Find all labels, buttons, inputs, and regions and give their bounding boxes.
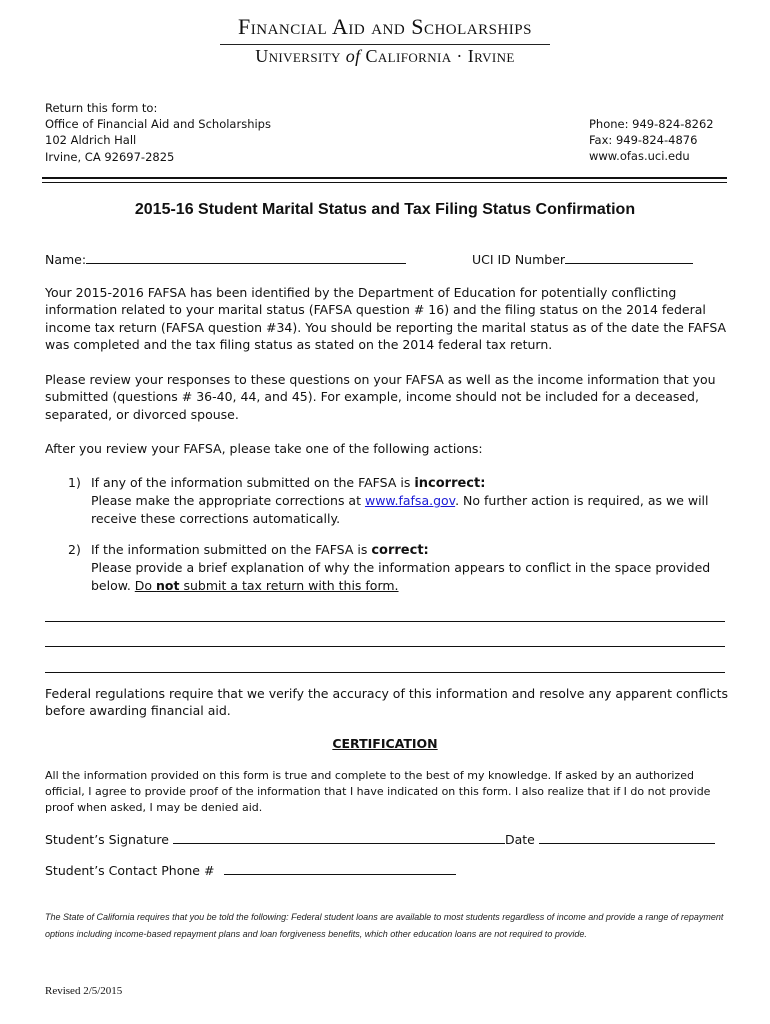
uci-id-label: UCI ID Number (472, 252, 566, 267)
name-field (45, 251, 406, 268)
contact-phone: Phone: 949-824-8262 (589, 117, 714, 131)
contact-phone-field (45, 862, 456, 879)
action-2-heading (91, 541, 711, 559)
date-input-line[interactable] (539, 831, 715, 844)
header-campus: California · Irvine (365, 46, 515, 66)
contact-info (589, 116, 714, 165)
action-1-text: Please make the appropriate corrections at (91, 493, 365, 509)
uci-id-field (472, 251, 693, 268)
no-tax-return-note (135, 578, 399, 593)
date-label: Date (504, 832, 535, 847)
contact-website: www.ofas.uci.edu (589, 149, 690, 164)
action-1-body (91, 492, 711, 527)
action-1-text-end: . No further action is required, as we will receive these corrections automatically. (91, 493, 709, 526)
signature-field (45, 831, 715, 848)
uci-id-input-line[interactable] (565, 251, 693, 264)
action-1-lead: If any of the information submitted on the FAFSA is (91, 475, 415, 490)
action-2-lead: If the information submitted on the FAFSA is (91, 542, 372, 557)
action-2-text: Please provide a brief explanation of why the information appears to conflict in the space provided below. (91, 560, 711, 593)
no-tax-return-post: submit a tax return with this form. (179, 577, 399, 593)
action-2-body (91, 559, 711, 594)
action-1-heading (91, 474, 711, 492)
actions-intro: After you review your FAFSA, please take one of the following actions: (45, 441, 483, 456)
contact-fax: Fax: 949-824-4876 (589, 133, 698, 148)
contact-phone-label: Student’s Contact Phone # (45, 863, 215, 878)
signature-input-line[interactable] (173, 831, 505, 844)
no-tax-return-not: not (156, 577, 180, 593)
explanation-line-2[interactable] (45, 646, 725, 647)
certification-text: All the information provided on this form is true and complete to the best of my knowledge. If asked by an authorized official, I agree to provide proof of the information that I have indicated on this form. I also realize that if I do not provide proof when asked, I may be denied aid. (45, 769, 711, 815)
revision-date: Revised 2/5/2015 (45, 985, 123, 997)
action-1-emphasis: incorrect: (414, 476, 486, 491)
form-title: 2015-16 Student Marital Status and Tax Filing Status Confirmation (134, 201, 636, 218)
action-1 (91, 474, 711, 527)
name-input-line[interactable] (86, 251, 406, 264)
signature-label: Student’s Signature (45, 832, 169, 847)
header-subtitle (0, 46, 770, 67)
explanation-line-3[interactable] (45, 672, 725, 673)
header-divider (220, 44, 550, 45)
header-rule-top (42, 177, 727, 179)
certification-heading: CERTIFICATION (332, 736, 438, 751)
federal-regulations-paragraph: Federal regulations require that we verify the accuracy of this information and resolve any apparent conflicts before awarding financial aid. (45, 686, 729, 719)
action-2-emphasis: correct: (371, 543, 429, 558)
return-address-line: 102 Aldrich Hall (45, 133, 137, 148)
return-address-line: Return this form to: (45, 101, 158, 115)
contact-phone-input-line[interactable] (224, 862, 456, 875)
header-rule-bottom (42, 182, 727, 183)
name-label: Name: (45, 252, 87, 267)
return-address-line: Irvine, CA 92697-2825 (45, 149, 175, 164)
explanation-line-1[interactable] (45, 621, 725, 622)
intro-paragraph: Your 2015-2016 FAFSA has been identified by the Department of Education for potentially conflicting information related to your marital status (FAFSA question # 16) and the filing status on the 2014 federal income tax return (FAFSA question #34). You should be reporting the marital status as of the date the FAFSA was completed and the tax filing status as stated on the 2014 federal tax return. (45, 285, 727, 352)
action-1-number: 1) (68, 475, 81, 490)
fafsa-link[interactable]: www.fafsa.gov (364, 493, 456, 509)
header-title: Financial Aid and Scholarships (238, 14, 532, 39)
state-notice: The State of California requires that you be told the following: Federal student loans are available to most students regardless of income and provide a range of repayment options including income-based repayment plans and loan forgiveness benefits, which other education loans are not required to provide. (45, 912, 724, 939)
action-2-number: 2) (68, 542, 81, 557)
action-2 (91, 541, 711, 594)
no-tax-return-pre: Do (134, 577, 157, 593)
header-of: of (345, 46, 361, 66)
header-university: University (255, 46, 341, 66)
review-paragraph: Please review your responses to these questions on your FAFSA as well as the income information that you submitted (questions # 36-40, 44, and 45). For example, income should not be included for a deceased, separated, or divorced spouse. (45, 372, 716, 422)
return-address-line: Office of Financial Aid and Scholarships (45, 117, 271, 132)
return-address (45, 100, 271, 165)
